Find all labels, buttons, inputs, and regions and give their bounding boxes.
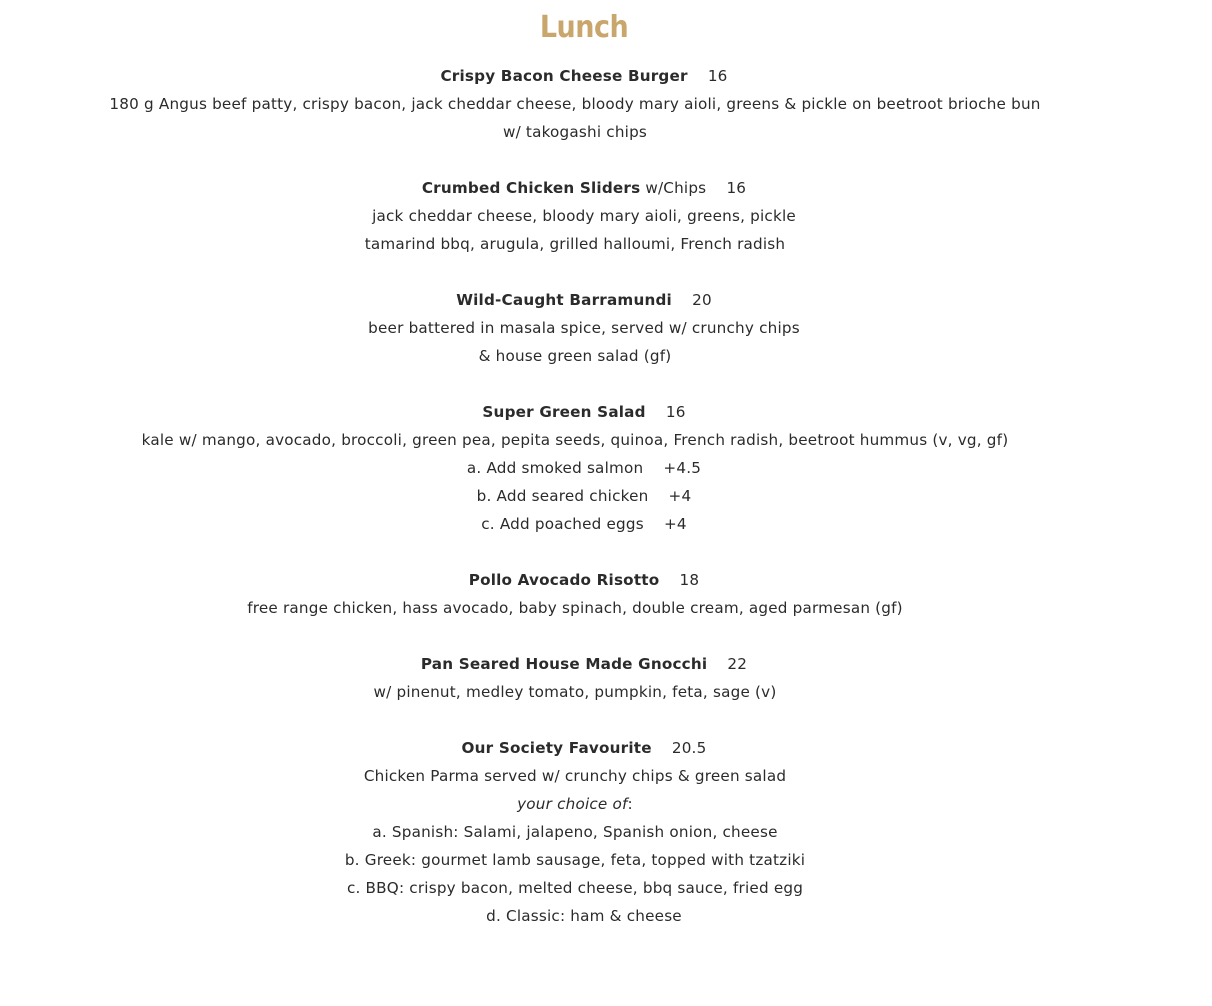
menu-item-option: b. Greek: gourmet lamb sausage, feta, topped with tzatziki — [344, 851, 806, 869]
menu-item-name: Pan Seared House Made Gnocchi — [420, 655, 708, 673]
menu-item-suffix: w/Chips — [640, 179, 707, 197]
menu-item-description: tamarind bbq, arugula, grilled halloumi, French radish — [364, 235, 786, 253]
menu-item-description: kale w/ mango, avocado, broccoli, green pea, pepita seeds, quinoa, French radish, beetroot hummus (v, vg, gf) — [141, 431, 1009, 449]
menu-item-price: 22 — [727, 655, 748, 673]
menu-item-heading — [0, 734, 1168, 762]
menu-item-name: Pollo Avocado Risotto — [468, 571, 660, 589]
menu-item-heading — [0, 650, 1168, 678]
menu-item-description: & house green salad (gf) — [478, 347, 672, 365]
menu-item-addon: a. Add smoked salmon +4.5 — [466, 459, 702, 477]
menu-item-price: 18 — [679, 571, 700, 589]
menu-item-name: Wild-Caught Barramundi — [456, 291, 672, 309]
menu-item-choice-heading: your choice of: — [517, 795, 633, 813]
menu-item-name: Crispy Bacon Cheese Burger — [440, 67, 688, 85]
menu-item-option: a. Spanish: Salami, jalapeno, Spanish onion, cheese — [372, 823, 778, 841]
menu-item-description: free range chicken, hass avocado, baby spinach, double cream, aged parmesan (gf) — [247, 599, 903, 617]
menu-item-description: jack cheddar cheese, bloody mary aioli, greens, pickle — [372, 207, 796, 225]
menu-item-price: 20.5 — [671, 739, 707, 757]
menu-item-name: Super Green Salad — [482, 403, 646, 421]
menu-item-heading — [0, 62, 1168, 90]
menu-item-description: beer battered in masala spice, served w/ crunchy chips — [368, 319, 800, 337]
menu-item-description: Chicken Parma served w/ crunchy chips & green salad — [363, 767, 787, 785]
menu-item-addon: c. Add poached eggs +4 — [481, 515, 687, 533]
menu-item-name: Our Society Favourite — [461, 739, 652, 757]
menu-item-option: c. BBQ: crispy bacon, melted cheese, bbq sauce, fried egg — [346, 879, 804, 897]
menu-item-addon: b. Add seared chicken +4 — [476, 487, 692, 505]
menu-item-description: 180 g Angus beef patty, crispy bacon, jack cheddar cheese, bloody mary aioli, greens & pickle on beetroot brioche bun — [109, 95, 1041, 113]
menu-item-heading — [0, 398, 1168, 426]
page-title: Lunch — [539, 10, 629, 45]
menu-item-description: w/ takogashi chips — [502, 123, 648, 141]
menu-item-heading — [0, 286, 1168, 314]
menu-item-heading — [0, 174, 1168, 202]
menu-item-price: 16 — [665, 403, 686, 421]
menu-item-option: d. Classic: ham & cheese — [486, 907, 682, 925]
menu-item-heading — [0, 566, 1168, 594]
menu-item-description: w/ pinenut, medley tomato, pumpkin, feta, sage (v) — [373, 683, 777, 701]
menu-item-name: Crumbed Chicken Sliders — [421, 179, 641, 197]
menu-item-price: 16 — [707, 67, 728, 85]
menu-item-price: 20 — [692, 291, 712, 309]
menu-item-price: 16 — [726, 179, 747, 197]
